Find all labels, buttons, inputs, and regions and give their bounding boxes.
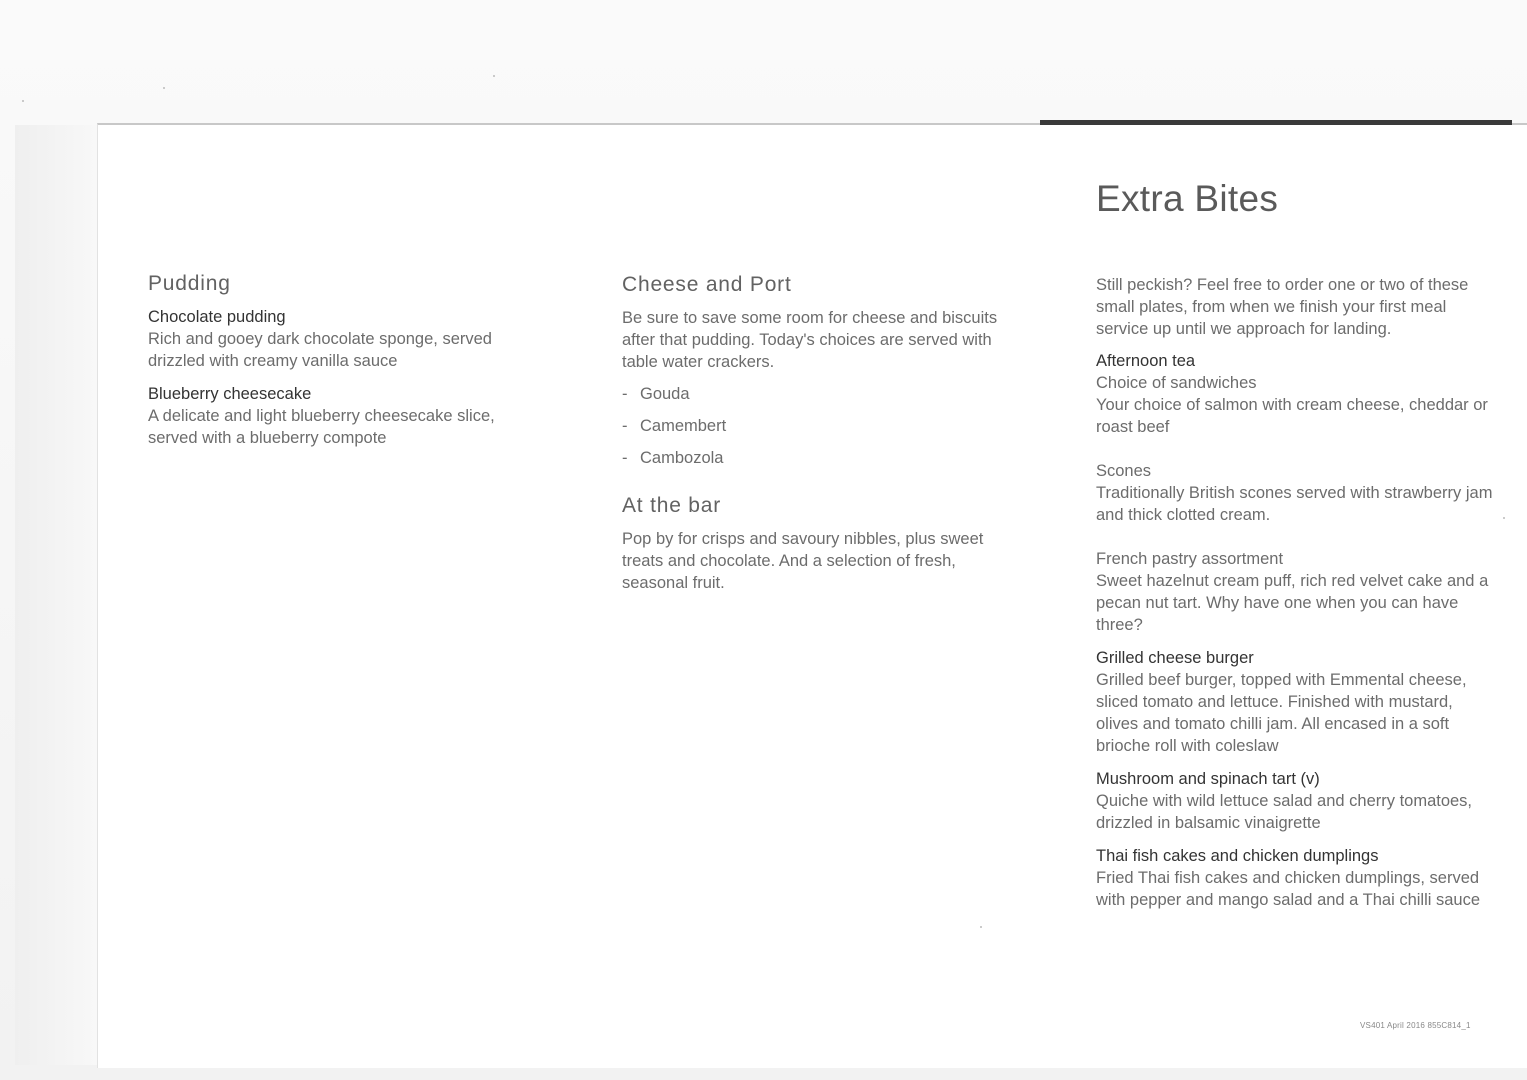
cheese-name: Camembert [640, 417, 727, 435]
menu-item-description: Traditionally British scones served with strawberry jam and thick clotted cream. [1096, 484, 1493, 524]
scan-speck [1503, 517, 1505, 519]
list-item [622, 447, 1012, 469]
sub-item-name: French pastry assortment [1096, 550, 1284, 568]
cheese-name: Gouda [640, 385, 690, 403]
bar-title: At the bar [622, 494, 722, 517]
list-item [622, 415, 1012, 437]
cheese-column [622, 273, 1012, 604]
menu-item [1096, 768, 1496, 834]
cheese-intro: Be sure to save some room for cheese and biscuits after that pudding. Today's choices are served with table water crackers. [622, 309, 998, 371]
page-top-edge [1040, 120, 1512, 125]
menu-item-name: Grilled cheese burger [1096, 649, 1254, 667]
cheese-name: Cambozola [640, 449, 724, 467]
menu-item-description: Sweet hazelnut cream puff, rich red velvet cake and a pecan nut tart. Why have one when you can have three? [1096, 572, 1489, 634]
menu-item-name: Thai fish cakes and chicken dumplings [1096, 847, 1379, 865]
extra-bites-intro: Still peckish? Feel free to order one or two of these small plates, from when we finish your first meal service up until we approach for landing. [1096, 276, 1469, 338]
scan-speck [22, 100, 24, 102]
cheese-title: Cheese and Port [622, 273, 792, 296]
footer-code: VS401 April 2016 855C814_1 [1360, 1021, 1471, 1030]
menu-item [1096, 845, 1496, 911]
menu-item-description: Rich and gooey dark chocolate sponge, served drizzled with creamy vanilla sauce [148, 330, 492, 370]
menu-item-name: Afternoon tea [1096, 352, 1196, 370]
sub-item-name: Choice of sandwiches [1096, 374, 1257, 392]
menu-item-description: Fried Thai fish cakes and chicken dumplings, served with pepper and mango salad and a Thai chilli sauce [1096, 869, 1481, 909]
menu-item-name: Chocolate pudding [148, 308, 286, 326]
pudding-title: Pudding [148, 272, 231, 295]
list-dash: - [622, 385, 628, 403]
list-dash: - [622, 417, 628, 435]
menu-item [1096, 647, 1496, 757]
extra-bites-column [1096, 178, 1496, 922]
menu-item-description: A delicate and light blueberry cheesecake slice, served with a blueberry compote [148, 407, 495, 447]
page-title: Extra Bites [1096, 178, 1279, 219]
menu-item-name: Blueberry cheesecake [148, 385, 312, 403]
afternoon-tea-block [1096, 350, 1496, 636]
pudding-column [148, 272, 518, 460]
menu-item [148, 383, 518, 449]
page-edge-shadow [15, 125, 97, 1065]
bar-description: Pop by for crisps and savoury nibbles, plus sweet treats and chocolate. And a selection of fresh, seasonal fruit. [622, 530, 984, 592]
menu-item-description: Quiche with wild lettuce salad and cherry tomatoes, drizzled in balsamic vinaigrette [1096, 792, 1473, 832]
list-item [622, 383, 1012, 405]
menu-item-description: Grilled beef burger, topped with Emmental cheese, sliced tomato and lettuce. Finished with mustard, olives and tomato chilli jam. All encased in a soft brioche roll with coleslaw [1096, 671, 1467, 755]
sub-item-name: Scones [1096, 462, 1152, 480]
menu-item-name: Mushroom and spinach tart (v) [1096, 770, 1320, 788]
list-dash: - [622, 449, 628, 467]
menu-item-description: Your choice of salmon with cream cheese, cheddar or roast beef [1096, 396, 1488, 436]
cheese-list [622, 383, 1012, 469]
bar-section [622, 494, 1012, 594]
scan-speck [493, 75, 495, 77]
menu-item [148, 306, 518, 372]
scan-speck [163, 87, 165, 89]
scan-speck [980, 926, 982, 928]
